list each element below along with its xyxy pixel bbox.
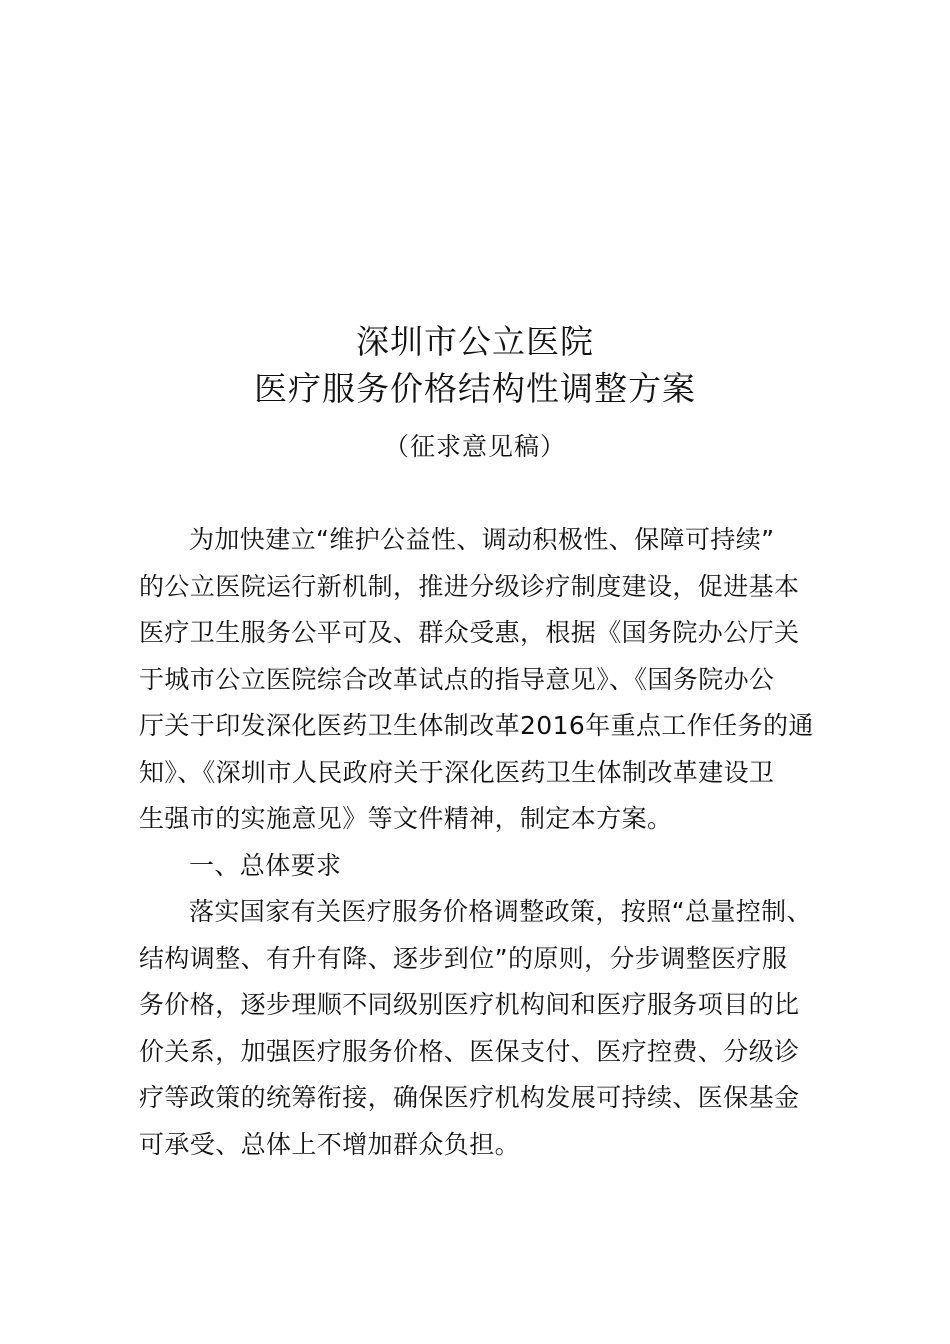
title-line-2: 医疗服务价格结构性调整方案 xyxy=(254,369,696,408)
document-subtitle: （征求意见稿） xyxy=(383,432,566,461)
paragraph-line: 生强市的实施意见》等文件精神，制定本方案。 xyxy=(139,804,673,833)
paragraph-line: 厅关于印发深化医药卫生体制改革2016年重点工作任务的通 xyxy=(139,711,814,740)
paragraph-line: 医疗卫生服务公平可及、群众受惠，根据《国务院办公厅关 xyxy=(139,618,800,647)
paragraph-line: 知》、《深圳市人民政府关于深化医药卫生体制改革建设卫 xyxy=(139,757,775,787)
title-line-1: 深圳市公立医院 xyxy=(356,322,594,361)
paragraph-line: 落实国家有关医疗服务价格调整政策，按照“总量控制、 xyxy=(189,897,812,926)
section-heading: 一、总体要求 xyxy=(189,850,342,880)
paragraph-line: 可承受、总体上不增加群众负担。 xyxy=(139,1129,521,1159)
paragraph-line: 为加快建立“维护公益性、调动积极性、保障可持续” xyxy=(189,525,775,554)
paragraph-line: 的公立医院运行新机制，推进分级诊疗制度建设，促进基本 xyxy=(139,571,800,601)
section-heading-general-requirements xyxy=(139,843,811,890)
paragraph-line: 务价格，逐步理顺不同级别医疗机构间和医疗服务项目的比 xyxy=(139,990,800,1019)
paragraph-line: 于城市公立医院综合改革试点的指导意见》、《国务院办公 xyxy=(139,664,775,694)
paragraph-intro xyxy=(139,517,814,843)
paragraph-line: 结构调整、有升有降、逐步到位”的原则，分步调整医疗服 xyxy=(139,943,788,973)
document-body xyxy=(139,517,814,1168)
document-title xyxy=(0,318,950,412)
paragraph-line: 价关系，加强医疗服务价格、医保支付、医疗控费、分级诊 xyxy=(139,1036,800,1066)
paragraph-general-requirements xyxy=(139,889,811,1168)
paragraph-line: 疗等政策的统筹衔接，确保医疗机构发展可持续、医保基金 xyxy=(139,1083,800,1112)
